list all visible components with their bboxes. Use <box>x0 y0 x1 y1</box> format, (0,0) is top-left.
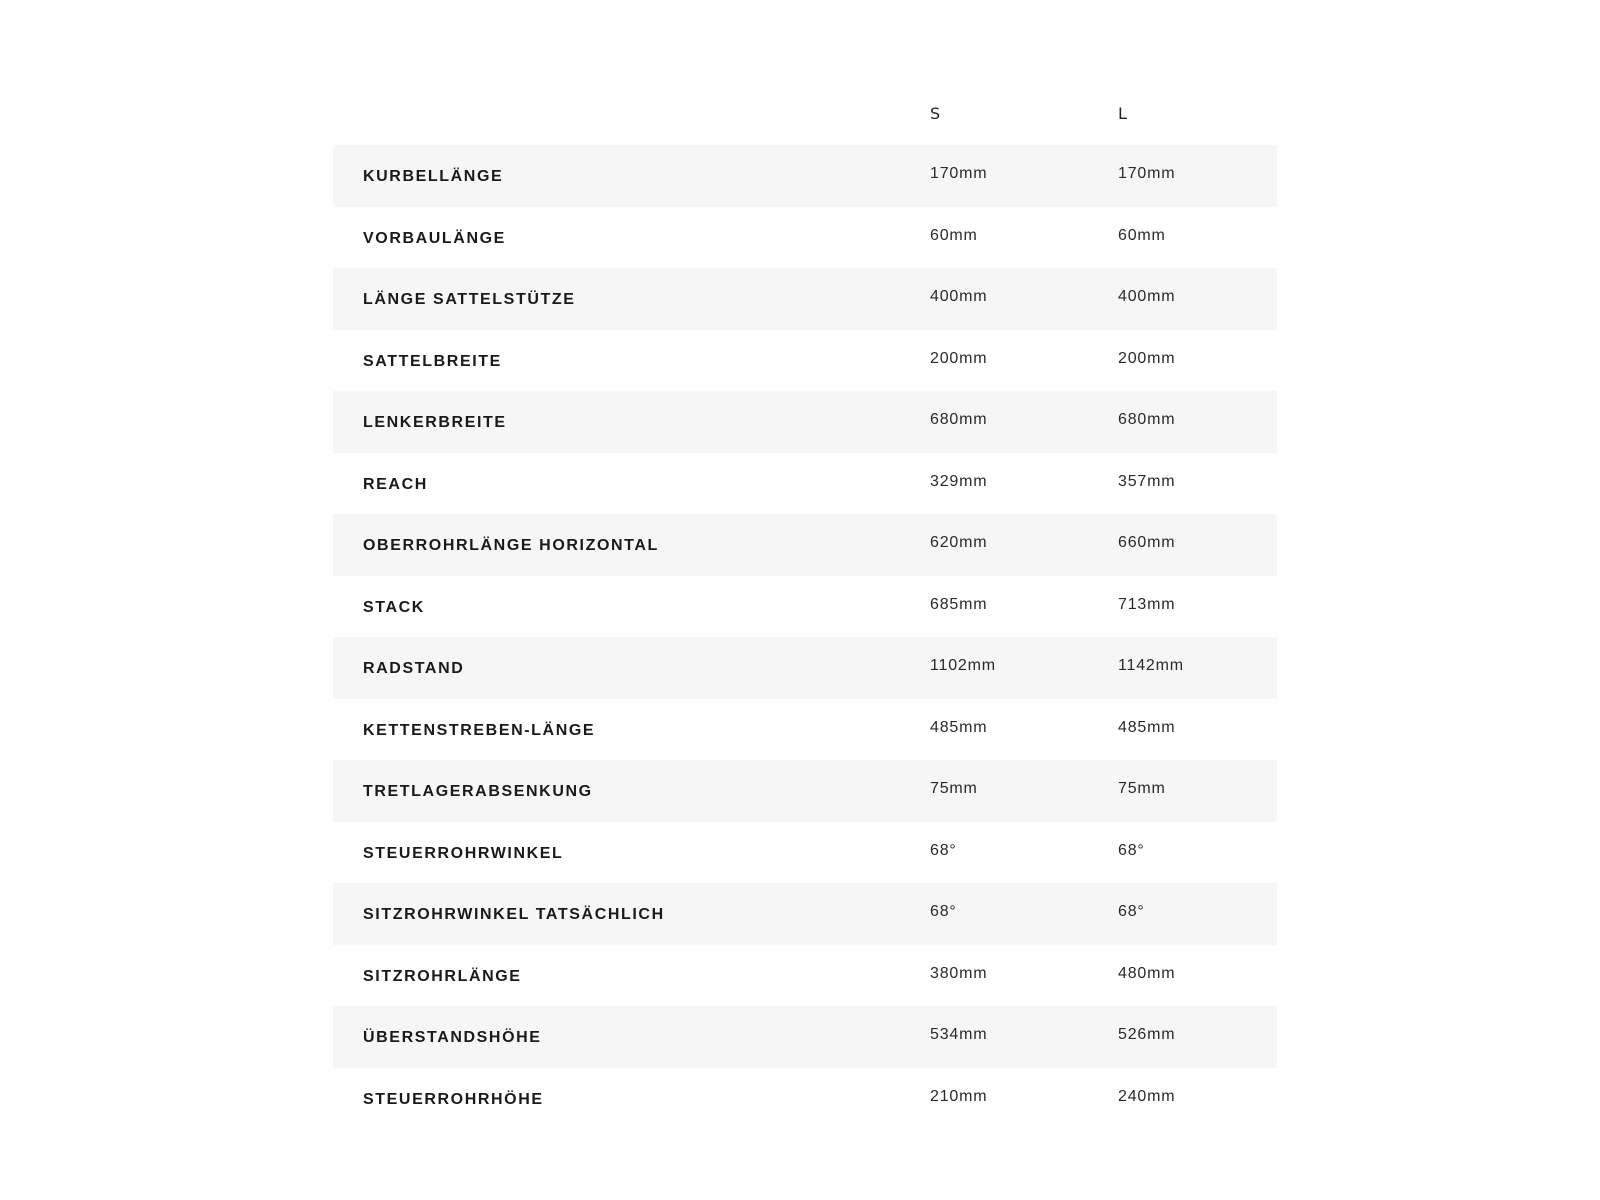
table-row <box>333 268 1277 330</box>
value-size-l: 357mm <box>1118 472 1176 490</box>
column-header-s: S <box>930 104 941 123</box>
row-label: STEUERROHRWINKEL <box>363 844 564 862</box>
value-size-s: 60mm <box>930 226 978 244</box>
value-size-l: 485mm <box>1118 718 1176 736</box>
row-label: KURBELLÄNGE <box>363 168 504 185</box>
value-size-s: 534mm <box>930 1026 988 1043</box>
table-row <box>333 822 1277 884</box>
value-size-l: 240mm <box>1118 1087 1176 1105</box>
value-size-l: 400mm <box>1118 288 1176 305</box>
value-size-l: 68° <box>1118 841 1145 859</box>
row-label: OBERROHRLÄNGE HORIZONTAL <box>363 537 659 554</box>
table-row <box>333 145 1277 207</box>
table-row <box>333 699 1277 761</box>
value-size-l: 1142mm <box>1118 657 1184 674</box>
value-size-l: 68° <box>1118 903 1145 920</box>
value-size-l: 526mm <box>1118 1026 1176 1043</box>
table-row <box>333 945 1277 1007</box>
row-label: RADSTAND <box>363 660 465 677</box>
value-size-s: 400mm <box>930 288 988 305</box>
value-size-s: 68° <box>930 903 957 920</box>
value-size-s: 485mm <box>930 718 988 736</box>
value-size-s: 68° <box>930 841 957 859</box>
row-label: REACH <box>363 475 428 493</box>
value-size-s: 75mm <box>930 780 978 797</box>
table-header <box>333 84 1277 145</box>
row-label: KETTENSTREBEN-LÄNGE <box>363 721 596 739</box>
value-size-s: 1102mm <box>930 657 996 674</box>
value-size-s: 685mm <box>930 595 988 613</box>
value-size-s: 329mm <box>930 472 988 490</box>
table-row <box>333 760 1277 822</box>
table-row <box>333 207 1277 269</box>
table-row <box>333 576 1277 638</box>
row-label: LENKERBREITE <box>363 414 507 431</box>
value-size-s: 620mm <box>930 534 988 551</box>
table-row <box>333 883 1277 945</box>
value-size-l: 75mm <box>1118 780 1166 797</box>
value-size-l: 480mm <box>1118 964 1176 982</box>
row-label: TRETLAGERABSENKUNG <box>363 783 593 800</box>
table-row <box>333 1006 1277 1068</box>
row-label: ÜBERSTANDSHÖHE <box>363 1029 542 1046</box>
row-label: STACK <box>363 598 425 616</box>
value-size-s: 200mm <box>930 349 988 367</box>
value-size-l: 680mm <box>1118 411 1176 428</box>
row-label: STEUERROHRHÖHE <box>363 1090 544 1108</box>
value-size-l: 660mm <box>1118 534 1176 551</box>
value-size-s: 210mm <box>930 1087 988 1105</box>
value-size-l: 60mm <box>1118 226 1166 244</box>
row-label: VORBAULÄNGE <box>363 229 506 247</box>
table-row <box>333 514 1277 576</box>
row-label: SITZROHRWINKEL TATSÄCHLICH <box>363 906 665 923</box>
table-row <box>333 330 1277 392</box>
row-label: SITZROHRLÄNGE <box>363 967 522 985</box>
geometry-table <box>333 84 1277 1129</box>
value-size-l: 200mm <box>1118 349 1176 367</box>
value-size-s: 170mm <box>930 165 988 182</box>
column-header-l: L <box>1118 104 1127 123</box>
value-size-s: 380mm <box>930 964 988 982</box>
table-row <box>333 1068 1277 1130</box>
table-row <box>333 637 1277 699</box>
value-size-l: 713mm <box>1118 595 1176 613</box>
table-body <box>333 145 1277 1129</box>
value-size-s: 680mm <box>930 411 988 428</box>
row-label: SATTELBREITE <box>363 352 502 370</box>
row-label: LÄNGE SATTELSTÜTZE <box>363 291 576 308</box>
table-row <box>333 453 1277 515</box>
value-size-l: 170mm <box>1118 165 1176 182</box>
table-row <box>333 391 1277 453</box>
